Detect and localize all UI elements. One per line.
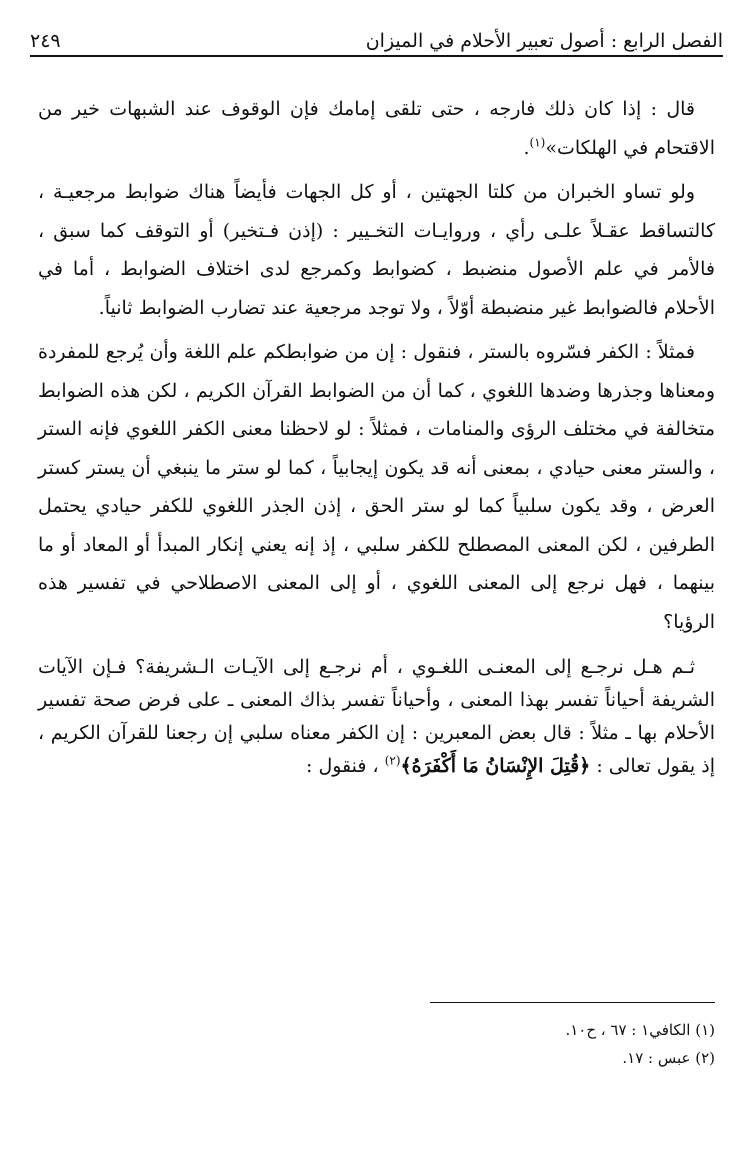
page-number: ٢٤٩ bbox=[30, 30, 61, 52]
footnote-item: (٢) عبس : ١٧. bbox=[622, 1049, 715, 1067]
paragraph: فمثلاً : الكفر فسّروه بالستر ، فنقول : إن من ضوابطكم علم اللغة وأن يُرجع للمفردة ومعناها وجذرها وضدها اللغوي ، كما أن من الضوابط القرآن الكريم ، لكن هذه الضوابط متخالفة في مختلف الرؤى والمنامات ، فمثلاً : لو لاحظنا معنى الكفر اللغوي فإنه الستر ، والستر معنى حيادي ، بمعنى أنه قد يكون إيجابياً ، كما لو ستر ما ينبغي أن يستر كستر العرض ، وقد يكون سلبياً كما لو ستر الحق ، إذن الجذر اللغوي للكفر حيادي يحتمل الطرفين ، لكن المعنى المصطلح للكفر سلبي ، إذ إنه يعني إنكار المبدأ أو المعاد أو ما بينهما ، فهل نرجع إلى المعنى اللغوي ، أو إلى المعنى الاصطلاحي في تفسير هذه الرؤيا؟ bbox=[38, 341, 715, 633]
footnote-item: (١) الكافي١ : ٦٧ ، ح١٠. bbox=[565, 1021, 715, 1039]
chapter-title: الفصل الرابع : أصول تعبير الأحلام في الميزان bbox=[365, 30, 723, 52]
paragraph: قال : إذا كان ذلك فارجه ، حتى تلقى إمامك فإن الوقوف عند الشبهات خير من الاقتحام في الهلكات»$^{(١)}$. bbox=[38, 98, 715, 159]
footnote-ref[interactable]: (٢) bbox=[384, 753, 401, 768]
header-rule bbox=[30, 55, 723, 57]
paragraph: ولو تساو الخبران من كلتا الجهتين ، أو كل الجهات فأيضاً هناك ضوابط مرجعيـة ، كالتساقط عقـلاً علـى رأي ، وروايـات التخـيير : (إذن فـتخير) أو التوقف كما سبق ، فالأمر في علم الأصول منضبط ، كضوابط وكمرجع لدى اختلاف الضوابط ، أما في الأحلام فالضوابط غير منضبطة أوّلاً ، ولا توجد مرجعية عند تضارب الضوابط ثانياً. bbox=[38, 181, 715, 319]
paragraph: ثـم هـل نرجـع إلى المعنـى اللغـوي ، أم نرجـع إلى الآيـات الـشريفة؟ فـإن الآيات الشريفة أحياناً تفسر بهذا المعنى ، وأحياناً تفسر بذاك المعنى ـ على فرض صحة تفسير الأحلام بها ـ مثلاً : قال بعض المعبرين : إن الكفر معناه سلبي إن رجعنا للقرآن الكريم ، إذ يقول تعالى : ﴿قُتِلَ الإِنْسَانُ مَا أَكْفَرَهُ﴾$^{(٢)}$ ، فنقول : bbox=[38, 656, 715, 777]
footnotes bbox=[38, 1016, 715, 1072]
footnote-rule bbox=[430, 1002, 715, 1003]
main-text bbox=[38, 90, 715, 789]
quran-verse: ﴿قُتِلَ الإِنْسَانُ مَا أَكْفَرَهُ﴾ bbox=[400, 755, 591, 777]
page-header bbox=[30, 22, 723, 52]
footnote-ref[interactable]: (١) bbox=[529, 135, 546, 150]
